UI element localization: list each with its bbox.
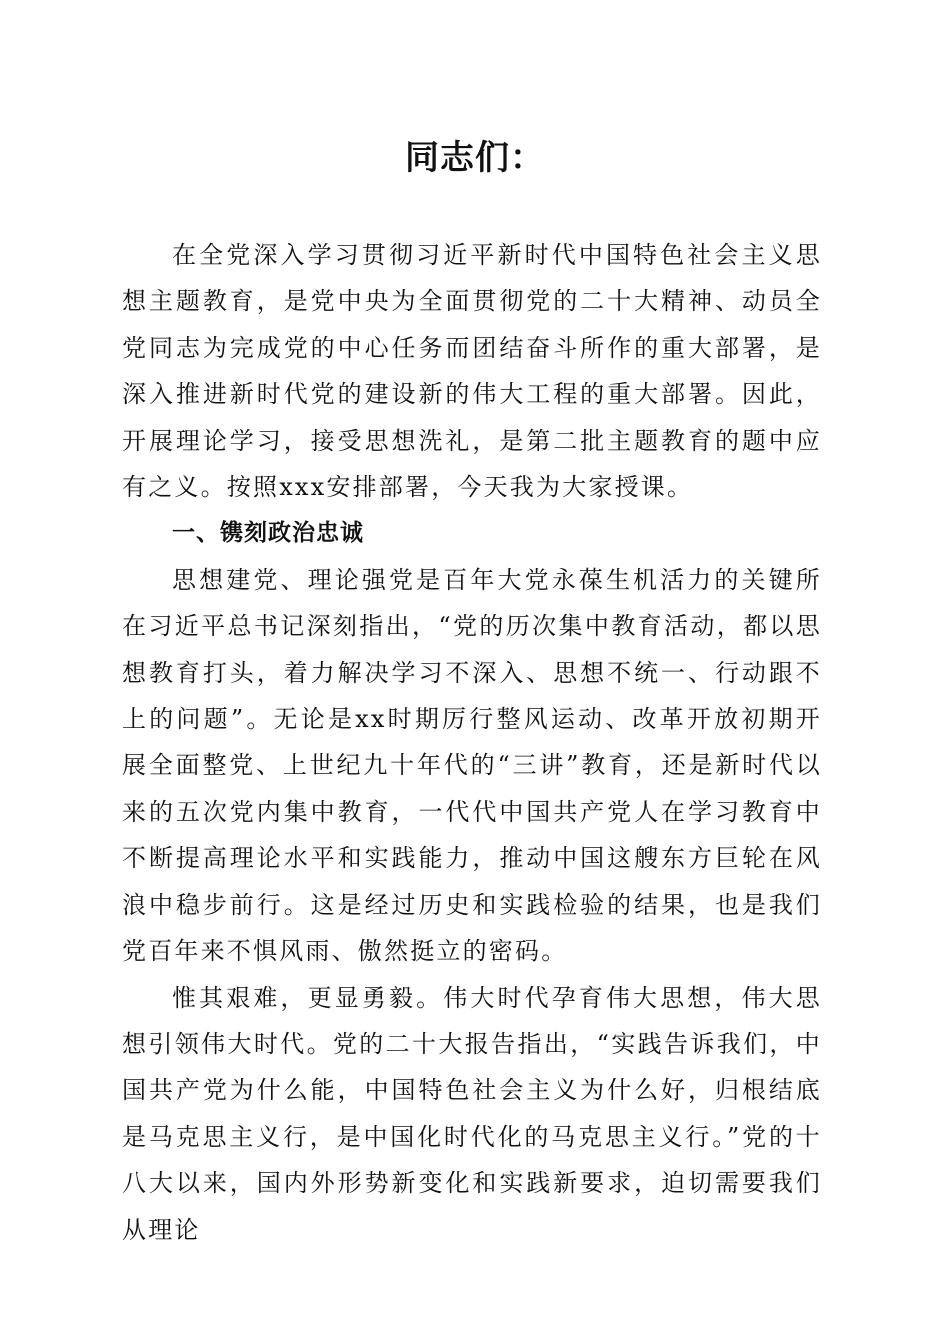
body-paragraph-1: 思想建党、理论强党是百年大党永葆生机活力的关键所在习近平总书记深刻指出，“党的历次集中教育活动，都以思想教育打头，着力解决学习不深入、思想不统一、行动跟不上的问题”。无论是xx时期厉行整风运动、改革开放初期开展全面整党、上世纪九十年代的“三讲”教育，还是新时代以来的五次党内集中教育，一代代中国共产党人在学习教育中不断提高理论水平和实践能力，推动中国这艘东方巨轮在风浪中稳步前行。这是经过历史和实践检验的结果，也是我们党百年来不惧风雨、傲然挺立的密码。 (122, 565, 822, 966)
page-title: 同志们： (405, 138, 545, 178)
intro-paragraph: 在全党深入学习贯彻习近平新时代中国特色社会主义思想主题教育，是党中央为全面贯彻党的二十大精神、动员全党同志为完成党的中心任务而团结奋斗所作的重大部署，是深入推进新时代党的建设新的伟大工程的重大部署。因此，开展理论学习，接受思想洗礼，是第二批主题教育的题中应有之义。按照xxx安排部署，今天我为大家授课。 (122, 241, 822, 502)
section-heading: 一、镌刻政治忠诚 (172, 520, 364, 547)
body-paragraph-2: 惟其艰难，更显勇毅。伟大时代孕育伟大思想，伟大思想引领伟大时代。党的二十大报告指出，“实践告诉我们，中国共产党为什么能，中国特色社会主义为什么好，归根结底是马克思主义行，是中国化时代化的马克思主义行。”党的十八大以来，国内外形势新变化和实践新要求，迫切需要我们从理论 (122, 983, 822, 1244)
document-body (122, 232, 822, 1253)
